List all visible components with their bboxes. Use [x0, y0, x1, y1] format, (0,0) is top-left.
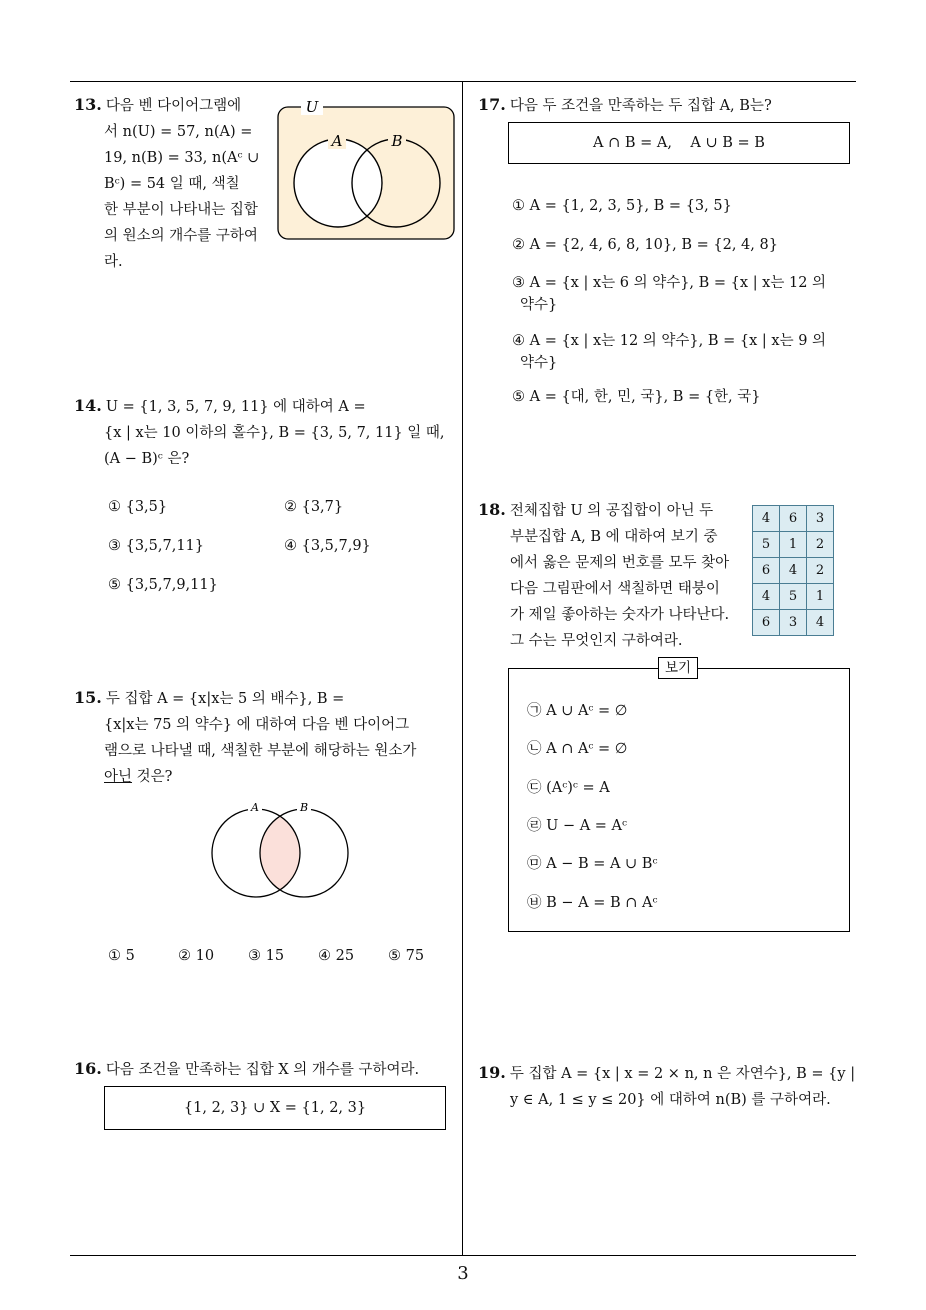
- set-b-label: B: [299, 801, 309, 814]
- set-b-label: B: [391, 132, 403, 150]
- question-text-line: 19, n(B) = 33, n(Aᶜ ∪: [104, 150, 260, 166]
- question-text-line: {x|x는 75 의 약수} 에 대하여 다음 벤 다이어그: [104, 717, 410, 733]
- grid-row: [753, 506, 834, 532]
- venn-diagram-15: [206, 798, 354, 902]
- question-text-line: U = {1, 3, 5, 7, 9, 11} 에 대하여 A =: [105, 399, 366, 415]
- question-number: 14.: [74, 396, 102, 415]
- question-text-line: 에서 옳은 문제의 번호를 모두 찾아: [510, 555, 730, 571]
- question-number: 19.: [478, 1063, 506, 1082]
- question-text-line: 다음 벤 다이어그램에: [105, 98, 242, 114]
- question-19: [478, 1060, 856, 1113]
- set-a-label: A: [331, 132, 343, 150]
- question-text-line: 램으로 나타낼 때, 색칠한 부분에 해당하는 원소가: [104, 743, 417, 759]
- grid-cell: 1: [807, 584, 834, 610]
- column-divider: [462, 81, 463, 1255]
- bogi-item-1: ㉠ A ∪ Aᶜ = ∅: [527, 703, 628, 719]
- condition-box: [508, 122, 850, 164]
- grid-cell: 4: [807, 610, 834, 636]
- question-number: 18.: [478, 500, 506, 519]
- choice-2[interactable]: ② 10: [178, 948, 215, 964]
- venn-diagram-13: [276, 95, 458, 243]
- choice-1[interactable]: ① 5: [108, 948, 135, 964]
- question-text-line: 전체집합 U 의 공집합이 아닌 두: [509, 503, 714, 519]
- question-text-line: Bᶜ) = 54 일 때, 색칠: [104, 176, 240, 192]
- question-text-line: 가 제일 좋아하는 숫자가 나타난다.: [510, 607, 730, 623]
- question-15: [74, 685, 456, 790]
- bogi-label: 보기: [658, 657, 698, 679]
- choice-3[interactable]: ③ {3,5,7,11}: [108, 538, 205, 554]
- choice-1[interactable]: ① {3,5}: [108, 499, 168, 515]
- grid-cell: 3: [807, 506, 834, 532]
- page-number: 3: [457, 1263, 469, 1284]
- grid-cell: 2: [807, 532, 834, 558]
- choice-4[interactable]: ④ A = {x | x는 12 의 약수}, B = {x | x는 9 의 약수}: [512, 333, 827, 371]
- bogi-box: [508, 668, 850, 932]
- question-17: [478, 92, 854, 119]
- question-text: 다음 두 조건을 만족하는 두 집합 A, B는?: [509, 98, 772, 114]
- choice-5[interactable]: ⑤ A = {대, 한, 민, 국}, B = {한, 국}: [512, 389, 761, 405]
- grid-cell: 5: [780, 584, 807, 610]
- number-grid: [752, 505, 834, 636]
- grid-cell: 5: [753, 532, 780, 558]
- set-a-circle: [294, 139, 382, 227]
- bogi-item-3: ㉢ (Aᶜ)ᶜ = A: [527, 780, 610, 796]
- choice-4[interactable]: ④ {3,5,7,9}: [284, 538, 371, 554]
- bogi-item-4: ㉣ U − A = Aᶜ: [527, 818, 628, 834]
- grid-cell: 6: [753, 610, 780, 636]
- bogi-item-6: ㉥ B − A = B ∩ Aᶜ: [527, 895, 658, 911]
- question-16: [74, 1056, 460, 1083]
- question-text-line: (A − B)ᶜ 은?: [104, 451, 190, 467]
- question-text-line: 두 집합 A = {x|x는 5 의 배수}, B =: [105, 691, 345, 707]
- question-number: 17.: [478, 95, 506, 114]
- top-rule: [70, 81, 856, 82]
- question-text-line: 그 수는 무엇인지 구하여라.: [510, 633, 683, 649]
- universe-label: U: [305, 98, 319, 116]
- grid-cell: 4: [753, 506, 780, 532]
- choice-4[interactable]: ④ 25: [318, 948, 355, 964]
- choice-2[interactable]: ② A = {2, 4, 6, 8, 10}, B = {2, 4, 8}: [512, 237, 778, 253]
- grid-cell: 3: [780, 610, 807, 636]
- condition-text: {1, 2, 3} ∪ X = {1, 2, 3}: [183, 1100, 367, 1116]
- grid-row: [753, 584, 834, 610]
- question-text-line: {x | x는 10 이하의 홀수}, B = {3, 5, 7, 11} 일 때,: [104, 425, 445, 441]
- grid-row: [753, 610, 834, 636]
- question-text-line: 한 부분이 나타내는 집합: [104, 202, 258, 218]
- bogi-item-2: ㉡ A ∩ Aᶜ = ∅: [527, 741, 628, 757]
- grid-cell: 6: [753, 558, 780, 584]
- question-text-line: 라.: [104, 254, 123, 270]
- choice-3[interactable]: ③ A = {x | x는 6 의 약수}, B = {x | x는 12 의 약수}: [512, 275, 827, 313]
- grid-cell: 6: [780, 506, 807, 532]
- question-text-line: 의 원소의 개수를 구하여: [104, 228, 258, 244]
- choice-2[interactable]: ② {3,7}: [284, 499, 344, 515]
- question-18: [478, 497, 746, 654]
- grid-cell: 2: [807, 558, 834, 584]
- question-text-line: 것은?: [132, 769, 173, 785]
- question-text-line: 서 n(U) = 57, n(A) =: [104, 124, 253, 140]
- question-text-line: y ∈ A, 1 ≤ y ≤ 20} 에 대하여 n(B) 를 구하여라.: [510, 1092, 831, 1108]
- question-number: 15.: [74, 688, 102, 707]
- grid-row: [753, 532, 834, 558]
- underlined-word: 아닌: [104, 769, 133, 785]
- question-13: [74, 92, 270, 275]
- question-number: 13.: [74, 95, 102, 114]
- question-text-line: 다음 그림판에서 색칠하면 태붕이: [510, 581, 720, 597]
- condition-text: A ∩ B = A, A ∪ B = B: [593, 135, 765, 151]
- condition-box: [104, 1086, 446, 1130]
- choice-3[interactable]: ③ 15: [248, 948, 285, 964]
- choice-5[interactable]: ⑤ {3,5,7,9,11}: [108, 577, 218, 593]
- set-a-label: A: [251, 801, 259, 814]
- bottom-rule: [70, 1255, 856, 1256]
- question-14: [74, 393, 456, 472]
- grid-cell: 1: [780, 532, 807, 558]
- choice-5[interactable]: ⑤ 75: [388, 948, 425, 964]
- question-text-line: 두 집합 A = {x | x = 2 × n, n 은 자연수}, B = {y |: [509, 1066, 856, 1082]
- question-text-line: 부분집합 A, B 에 대하여 보기 중: [510, 529, 718, 545]
- choice-1[interactable]: ① A = {1, 2, 3, 5}, B = {3, 5}: [512, 198, 732, 214]
- bogi-item-5: ㉤ A − B = A ∪ Bᶜ: [527, 856, 658, 872]
- grid-cell: 4: [780, 558, 807, 584]
- question-text: 다음 조건을 만족하는 집합 X 의 개수를 구하여라.: [105, 1062, 420, 1078]
- grid-cell: 4: [753, 584, 780, 610]
- question-number: 16.: [74, 1059, 102, 1078]
- grid-row: [753, 558, 834, 584]
